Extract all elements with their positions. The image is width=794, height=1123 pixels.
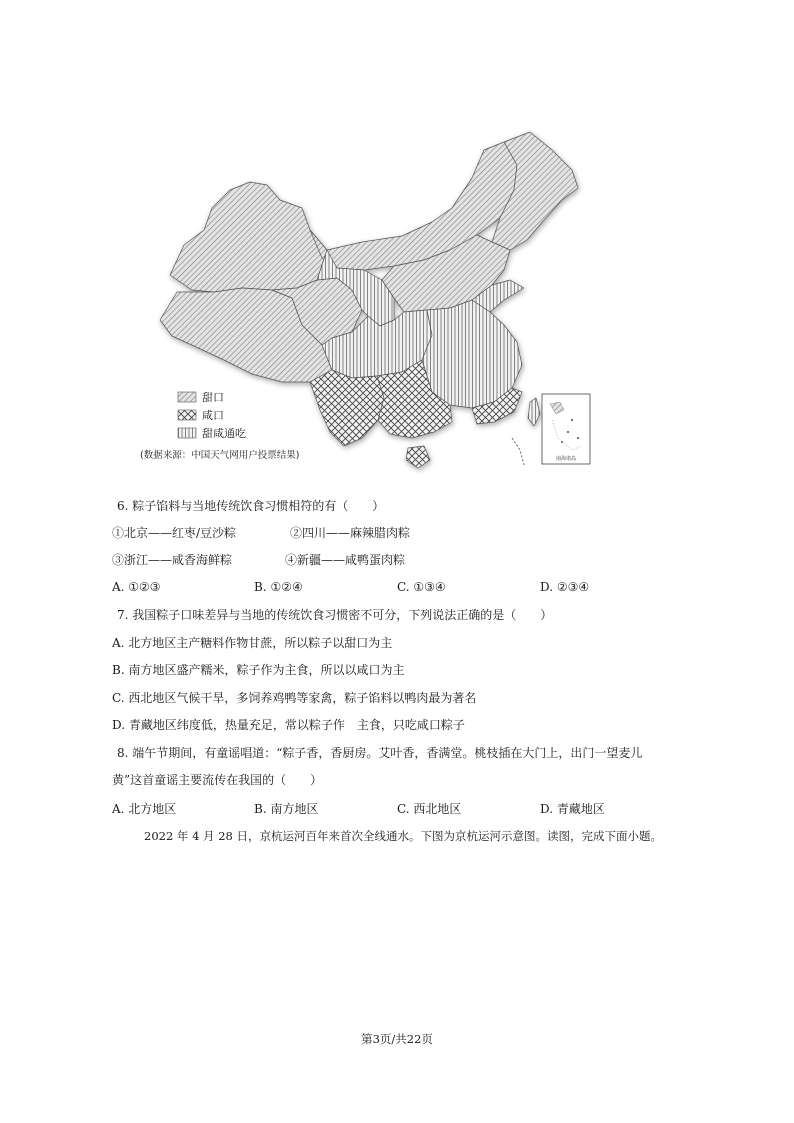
q8-option-d: D. 青藏地区 [540,802,605,816]
question-7-stem: 7. 我国粽子口味差异与当地的传统饮食习惯密不可分，下列说法正确的是（ ） [117,608,553,622]
q6-option-c: C. ①③④ [397,580,446,594]
q6-item-3: ③浙江——咸香海鲜粽 [112,553,233,567]
canal-intro: 2022 年 4 月 28 日，京杭运河百年来首次全线通水。下图为京杭运河示意图。读图，完成下面小题。 [144,829,662,843]
page-footer: 第3页/共22页 [361,1032,433,1046]
q6-item-4: ④新疆——咸鸭蛋肉粽 [285,553,406,567]
region-xinjiang [170,182,327,292]
q7-option-c: C. 西北地区气候干旱，多饲养鸡鸭等家禽，粽子馅料以鸭肉最为著名 [112,691,477,705]
q8-option-c: C. 西北地区 [397,802,462,816]
legend-swatch-savory [178,410,196,420]
china-taste-map [132,120,602,490]
q6-option-d: D. ②③④ [540,580,590,594]
question-8-stem-line2: 黄”这首童谣主要流传在我国的（ ） [112,773,323,787]
region-hainan [406,446,430,468]
legend-label-savory: 咸口 [202,409,224,422]
legend-label-sweet: 甜口 [202,391,224,404]
q6-item-1: ①北京——红枣/豆沙粽 [112,526,237,540]
question-6-stem: 6. 粽子馅料与当地传统饮食习惯相符的有（ ） [117,499,385,513]
legend-label-mixed: 甜咸通吃 [202,427,246,440]
sea-dash [512,438,524,465]
south-sea-inset [542,394,590,464]
map-source: (数据来源：中国天气网用户投票结果) [140,450,300,461]
legend-swatch-sweet [178,392,196,402]
inset-label: 南海诸岛 [555,456,577,462]
region-taiwan [528,398,540,426]
region-yunnan [310,370,384,446]
q6-item-2: ②四川——麻辣腊肉粽 [290,526,411,540]
q7-option-b: B. 南方地区盛产糯米，粽子作为主食，所以以咸口为主 [112,663,405,677]
q8-option-b: B. 南方地区 [254,802,319,816]
q6-option-a: A. ①②③ [112,580,161,594]
q8-option-a: A. 北方地区 [112,802,177,816]
legend-swatch-mixed [178,428,196,438]
q6-option-b: B. ①②④ [254,580,303,594]
q7-option-a: A. 北方地区主产糖料作物甘蔗，所以粽子以甜口为主 [112,636,393,650]
map-legend [140,390,299,461]
q7-option-d: D. 青藏地区纬度低，热量充足，常以粽子作 主食，只吃咸口粽子 [112,718,465,732]
map-svg [132,120,602,490]
question-8-stem-line1: 8. 端午节期间，有童谣唱道：“粽子香，香厨房。艾叶香，香满堂。桃枝插在大门上，出门一望麦儿 [117,746,643,760]
